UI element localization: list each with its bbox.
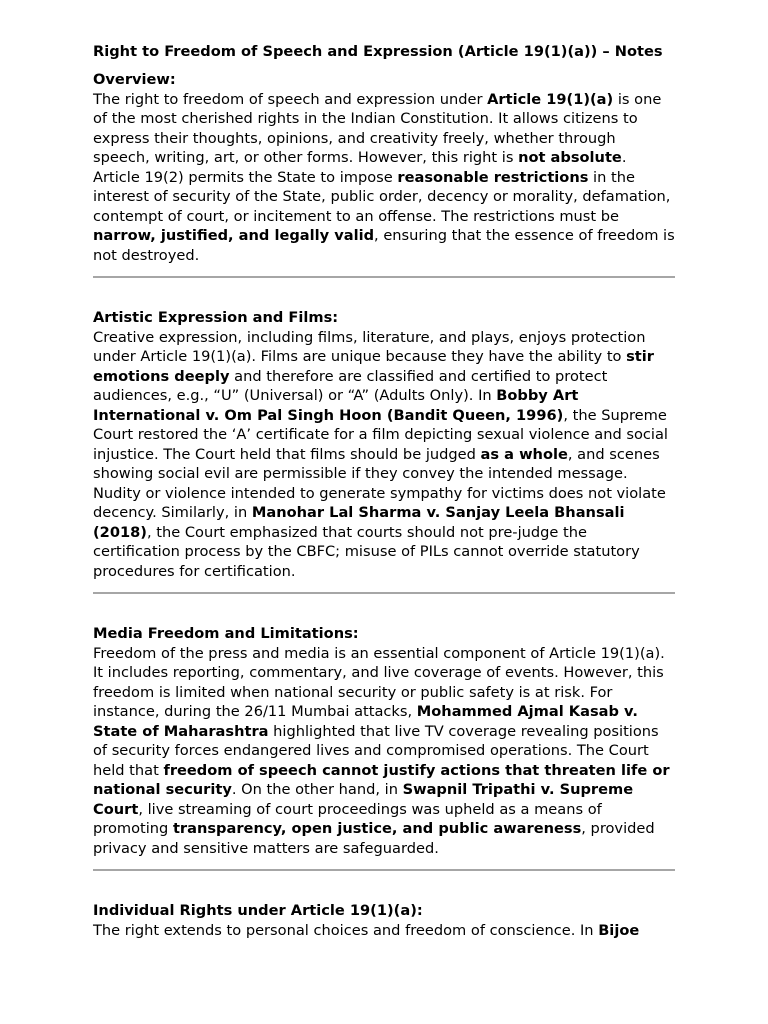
body-text: in the interest of security of the State, public order, decency or morality, defamation, contempt of court, or incitement to an offense. The restrictions must be [93, 168, 671, 225]
body-text: , live streaming of court proceedings was upheld as a means of promoting [93, 800, 602, 837]
emphasis-text: Bobby Art International v. Om Pal Singh Hoon (Bandit Queen, 1996) [93, 387, 579, 424]
section-paragraph-overview [93, 90, 675, 266]
body-text: . On the other hand, in [231, 781, 403, 798]
section-heading-artistic-expression: Artistic Expression and Films: [93, 309, 339, 326]
body-text: , and scenes showing social evil are permissible if they convey the intended message. Nudity or violence intended to generate sympathy for victims does not violate decency. Similarly, in [93, 445, 666, 521]
section-heading-media-freedom: Media Freedom and Limitations: [93, 625, 359, 642]
emphasis-text: as a whole [480, 445, 568, 463]
emphasis-text: transparency, open justice, and public awareness [172, 820, 582, 837]
body-text: , the Supreme Court restored the ‘A’ certificate for a film depicting sexual violence and social injustice. The Court held that films should be judged [93, 406, 668, 463]
emphasis-text: narrow, justified, and legally valid [93, 227, 375, 244]
body-text: is one of the most cherished rights in the Indian Constitution. It allows citizens to express their thoughts, opinions, and creativity freely, whether through speech, writing, art, or other forms. However, this right is [93, 90, 662, 166]
body-text: , the Court emphasized that courts should not pre-judge the certification process by the CBFC; misuse of PILs cannot override statutory procedures for certification. [93, 523, 640, 580]
body-text: The right to freedom of speech and expression under [93, 90, 488, 108]
body-text: , provided privacy and sensitive matters are safeguarded. [93, 820, 655, 857]
section-heading-individual-rights: Individual Rights under Article 19(1)(a): [93, 902, 423, 919]
emphasis-text: Swapnil Tripathi v. Supreme Court [93, 781, 634, 818]
body-text: . Article 19(2) permits the State to impose [93, 149, 627, 186]
body-text: Creative expression, including films, literature, and plays, enjoys protection under Article 19(1)(a). Films are unique because they have the ability to [93, 328, 646, 365]
body-text: highlighted that live TV coverage revealing positions of security forces endangered lives and compromised operations. The Court held that [93, 722, 659, 779]
emphasis-text: Article 19(1)(a) [487, 90, 614, 108]
section-paragraph-individual-rights [93, 921, 675, 941]
section-divider [93, 869, 675, 871]
emphasis-text: not absolute [518, 149, 622, 166]
body-text: , ensuring that the essence of freedom is not destroyed. [93, 227, 675, 264]
body-text: The right extends to personal choices and freedom of conscience. In [93, 921, 599, 939]
emphasis-text: freedom of speech cannot justify actions that threaten life or national security [93, 761, 670, 798]
document-body [93, 42, 675, 940]
section-divider [93, 276, 675, 278]
section-divider [93, 592, 675, 594]
section-paragraph-artistic-expression [93, 328, 675, 582]
emphasis-text: Manohar Lal Sharma v. Sanjay Leela Bhansali (2018) [93, 504, 625, 541]
emphasis-text: reasonable restrictions [397, 168, 589, 186]
emphasis-text: Bijoe [598, 921, 640, 939]
section-paragraph-media-freedom [93, 644, 675, 859]
document-title: Right to Freedom of Speech and Expression (Article 19(1)(a)) – Notes [93, 43, 663, 60]
body-text: and therefore are classified and certified to protect audiences, e.g., “U” (Universal) or “A” (Adults Only). In [93, 367, 608, 404]
section-heading-overview: Overview: [93, 71, 176, 88]
emphasis-text: stir emotions deeply [93, 348, 654, 385]
body-text: Freedom of the press and media is an essential component of Article 19(1)(a). It includes reporting, commentary, and live coverage of events. However, this freedom is limited when national security or public safety is at risk. For instance, during the 26/11 Mumbai attacks, [93, 644, 665, 720]
emphasis-text: Mohammed Ajmal Kasab v. State of Maharashtra [93, 703, 638, 740]
